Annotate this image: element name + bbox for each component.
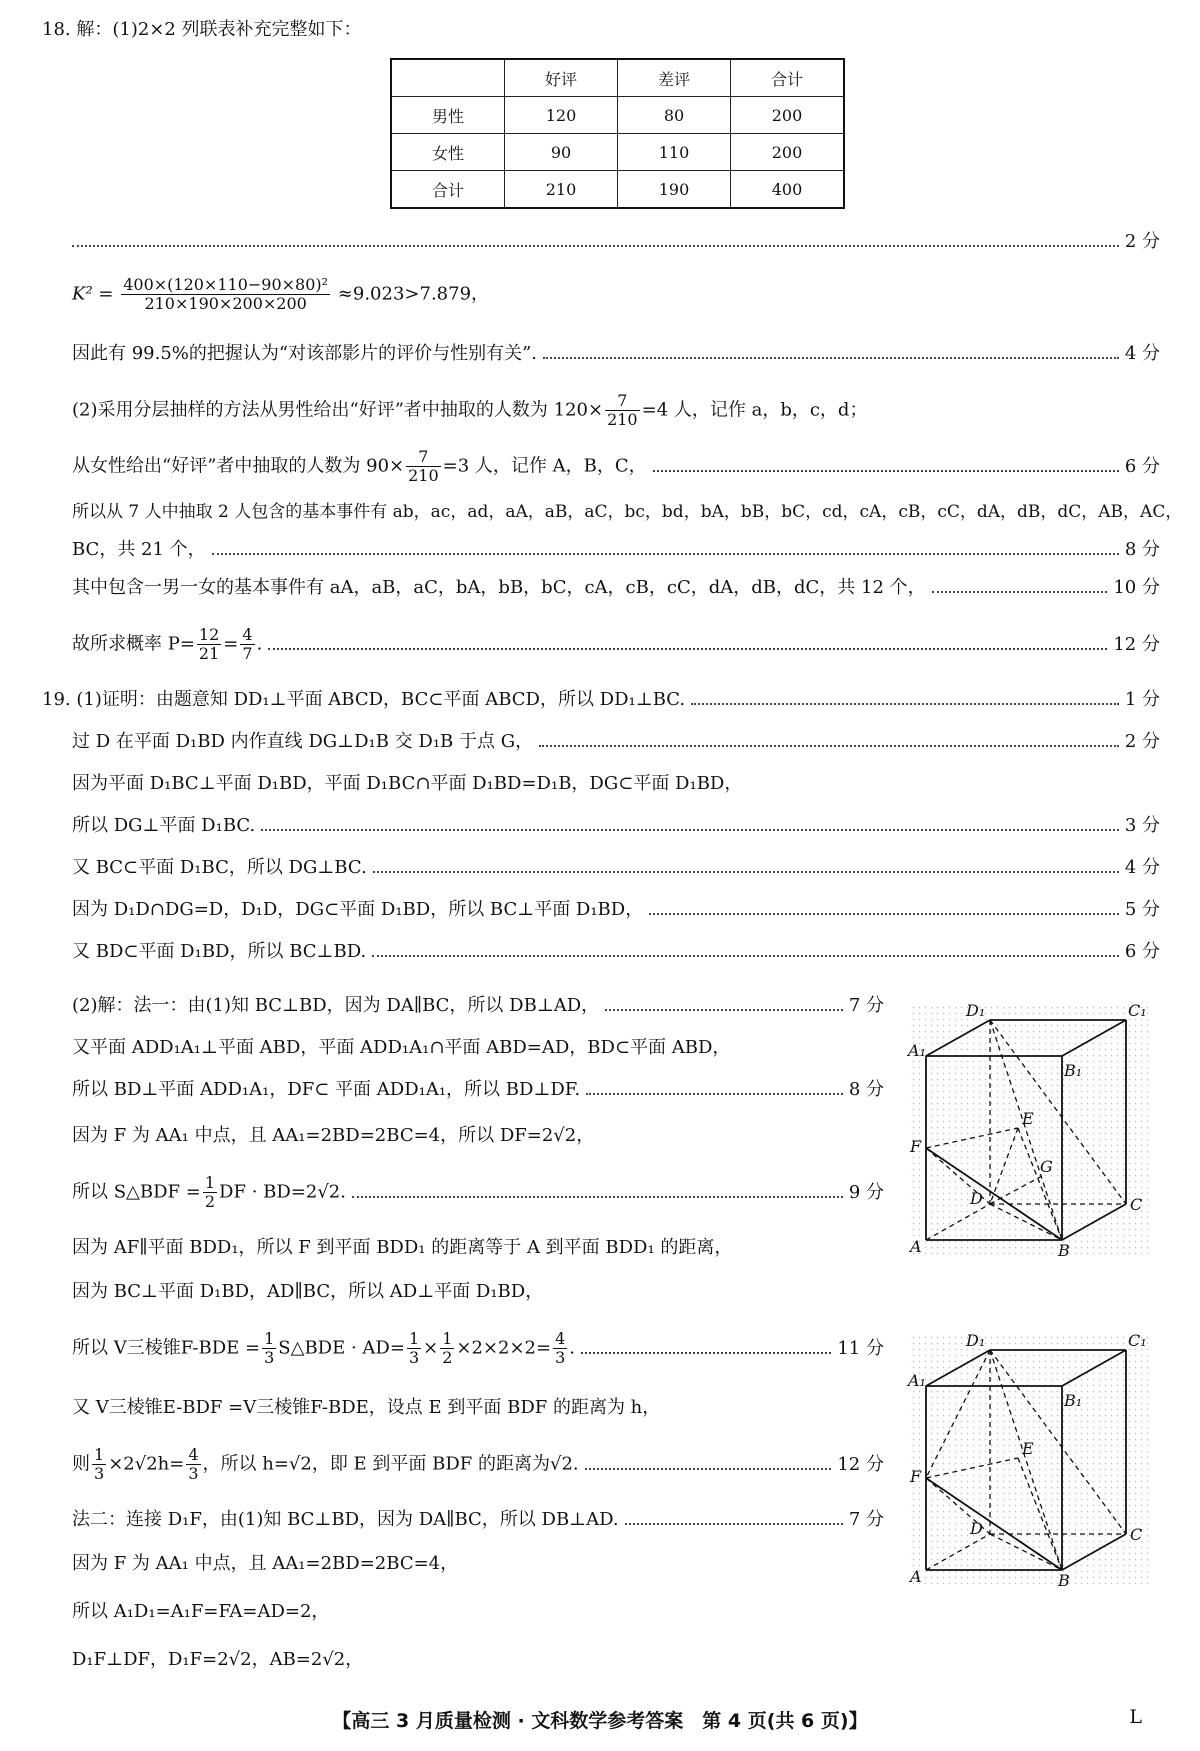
table-row	[391, 97, 844, 134]
numerator: 1	[94, 1445, 105, 1464]
line-text: 法二：连接 D₁F，由(1)知 BC⊥BD，因为 DA∥BC，所以 DB⊥AD.	[72, 1509, 619, 1530]
line-text: 所以 BD⊥平面 ADD₁A₁，DF⊂ 平面 ADD₁A₁，所以 BD⊥DF.	[72, 1079, 581, 1100]
table-cell: 400	[731, 171, 845, 209]
score: 7 分	[848, 1509, 884, 1530]
label-C: C	[1130, 1525, 1143, 1544]
label-D: D	[970, 1519, 983, 1538]
denominator: 3	[188, 1464, 199, 1483]
numerator: 7	[605, 392, 640, 411]
text-part: ×2×2×2=	[456, 1337, 552, 1359]
q19-line-15	[72, 1330, 884, 1367]
label-B1: B₁	[1064, 1391, 1083, 1410]
numerator: 4	[188, 1445, 199, 1464]
text-part: =3 人，记作 A，B，C，	[442, 455, 647, 477]
q19-line-12	[72, 1174, 884, 1211]
q19-line-13: 因为 AF∥平面 BDD₁，所以 F 到平面 BDD₁ 的距离等于 A 到平面 BDD₁ 的距离，	[72, 1237, 733, 1258]
score: 5 分	[1124, 899, 1160, 920]
text-part: 则	[72, 1453, 90, 1475]
fraction	[407, 1330, 421, 1367]
probability-line	[72, 626, 1160, 663]
label-C1: C₁	[1128, 1331, 1147, 1350]
fraction	[197, 626, 221, 663]
q19-line-21: D₁F⊥DF，D₁F=2√2，AB=2√2，	[72, 1649, 364, 1670]
label-E: E	[1022, 1439, 1034, 1458]
line-text	[72, 448, 647, 485]
numerator: 12	[198, 625, 220, 644]
denominator: 21	[198, 644, 220, 663]
numerator: 7	[406, 448, 441, 467]
fraction	[440, 1330, 454, 1367]
score: 10 分	[1113, 577, 1160, 598]
line-text: BC，共 21 个，	[72, 539, 206, 560]
conclusion-line	[72, 342, 1160, 366]
numerator: 1	[264, 1329, 275, 1348]
line-text: 所以 DG⊥平面 D₁BC.	[72, 815, 256, 836]
text-part: 从女性给出“好评”者中抽取的人数为 90×	[72, 455, 405, 477]
label-B1: B₁	[1064, 1061, 1083, 1080]
text-part: ，所以 h=√2，即 E 到平面 BDF 的距离为√2.	[202, 1453, 579, 1475]
fraction	[186, 1446, 200, 1483]
mixed-line	[72, 576, 1160, 600]
numerator: 4	[242, 625, 253, 644]
label-E: E	[1022, 1109, 1034, 1128]
q19-line-18	[72, 1508, 884, 1532]
denominator: 2	[442, 1348, 453, 1367]
label-B: B	[1058, 1241, 1070, 1258]
table-cell: 80	[618, 97, 731, 134]
score: 6 分	[1124, 941, 1160, 962]
label-C1: C₁	[1128, 1001, 1147, 1020]
table-score-line	[72, 230, 1160, 254]
q19-line-10	[72, 1078, 884, 1102]
text-part: DF · BD=2√2.	[219, 1181, 346, 1203]
table-row	[391, 134, 844, 171]
table-cell: 合计	[731, 59, 845, 97]
k2-fraction	[121, 276, 330, 313]
q19-line-20: 所以 A₁D₁=A₁F=FA=AD=2，	[72, 1601, 330, 1622]
label-A1: A₁	[908, 1041, 926, 1060]
text-part: 所以 S△BDF =	[72, 1181, 201, 1203]
table-cell: 好评	[505, 59, 618, 97]
denominator: 7	[242, 644, 253, 663]
table-cell: 差评	[618, 59, 731, 97]
denominator: 210	[607, 410, 638, 429]
label-B: B	[1058, 1571, 1070, 1588]
line-text: 因为 D₁D∩DG=D，D₁D，DG⊂平面 D₁BD，所以 BC⊥平面 D₁BD，	[72, 899, 644, 920]
k2-lhs: K² =	[72, 283, 114, 305]
label-A: A	[910, 1567, 922, 1586]
score: 1 分	[1124, 689, 1160, 710]
line-text: (2)采用分层抽样的方法从男性给出“好评”者中抽取的人数为 120×	[72, 399, 604, 421]
line-text: 过 D 在平面 D₁BD 内作直线 DG⊥D₁B 交 D₁B 于点 G，	[72, 731, 534, 752]
label-D1: D₁	[966, 1331, 986, 1350]
label-F: F	[910, 1137, 922, 1156]
label-G: G	[1040, 1157, 1053, 1176]
table-cell: 女性	[391, 134, 505, 171]
line-text: =4 人，记作 a，b，c，d；	[641, 399, 868, 421]
text-part: .	[256, 633, 263, 655]
numerator: 4	[555, 1329, 566, 1348]
score: 8 分	[1124, 539, 1160, 560]
q19-line-16: 又 V三棱锥E-BDF =V三棱锥F-BDE，设点 E 到平面 BDF 的距离为 h，	[72, 1397, 661, 1418]
text-part: 故所求概率 P=	[72, 633, 195, 655]
q19-line-9: 又平面 ADD₁A₁⊥平面 ABD，平面 ADD₁A₁∩平面 ABD=AD，BD⊂平面 ABD，	[72, 1037, 731, 1058]
numerator: 1	[408, 1329, 420, 1348]
prism-figure-1	[906, 1000, 1150, 1258]
table-cell: 190	[618, 171, 731, 209]
text-part: ×2√2h=	[108, 1453, 185, 1475]
female-line	[72, 448, 1160, 485]
q19-line-3: 因为平面 D₁BC⊥平面 D₁BD，平面 D₁BC∩平面 D₁BD=D₁B，DG⊂平面 D₁BD，	[72, 773, 743, 794]
text-part: .	[569, 1337, 576, 1359]
score: 7 分	[848, 995, 884, 1016]
line-text: 又 BD⊂平面 D₁BD，所以 BC⊥BD.	[72, 941, 367, 962]
score: 3 分	[1124, 815, 1160, 836]
fraction	[553, 1330, 567, 1367]
score: 2 分	[1124, 731, 1160, 752]
denominator: 2	[204, 1192, 216, 1211]
page-footer: 【高三 3 月质量检测 · 文科数学参考答案 第 4 页(共 6 页)】	[332, 1710, 868, 1732]
line-text: 19. (1)证明：由题意知 DD₁⊥平面 ABCD，BC⊂平面 ABCD，所以 DD₁⊥BC.	[42, 689, 686, 710]
score: 4 分	[1124, 857, 1160, 878]
score: 6 分	[1124, 455, 1160, 477]
line-text: 又 BC⊂平面 D₁BC，所以 DG⊥BC.	[72, 857, 367, 878]
label-A: A	[910, 1237, 922, 1256]
fraction	[92, 1446, 106, 1483]
table-cell: 合计	[391, 171, 505, 209]
q19-line-17	[72, 1446, 884, 1483]
q19-line-4	[72, 814, 1160, 838]
line-text: 其中包含一男一女的基本事件有 aA，aB，aC，bA，bB，bC，cA，cB，cC，dA，dB，dC，共 12 个，	[72, 577, 926, 598]
q19-line-19: 因为 F 为 AA₁ 中点，且 AA₁=2BD=2BC=4，	[72, 1553, 459, 1574]
denominator: 3	[408, 1348, 420, 1367]
table-header-row	[391, 59, 844, 97]
text-part: =	[223, 633, 239, 655]
part2-line	[72, 392, 867, 429]
table-cell: 200	[731, 134, 845, 171]
denominator: 3	[94, 1464, 105, 1483]
table-cell: 120	[505, 97, 618, 134]
table-cell: 90	[505, 134, 618, 171]
label-D1: D₁	[966, 1001, 986, 1020]
fraction	[406, 448, 441, 485]
table-cell	[391, 59, 505, 97]
k2-formula	[72, 276, 489, 313]
line-text: 因此有 99.5%的把握认为“对该部影片的评价与性别有关”.	[72, 343, 538, 364]
text-part: 所以 V三棱锥F-BDE =	[72, 1337, 261, 1359]
q18-header: 18. 解：(1)2×2 列联表补充完整如下：	[42, 19, 362, 40]
events-line-2	[72, 538, 1160, 562]
line-text	[72, 1174, 346, 1211]
q19-line-5	[72, 856, 1160, 880]
contingency-table	[390, 58, 845, 209]
label-A1: A₁	[908, 1371, 926, 1390]
score: 4 分	[1124, 343, 1160, 364]
table-row	[391, 171, 844, 209]
q19-line-11: 因为 F 为 AA₁ 中点，且 AA₁=2BD=2BC=4，所以 DF=2√2，	[72, 1125, 595, 1146]
fraction	[203, 1174, 217, 1211]
line-text	[72, 1330, 575, 1367]
q19-line-1	[42, 688, 1160, 712]
line-text: (2)解：法一：由(1)知 BC⊥BD，因为 DA∥BC，所以 DB⊥AD，	[72, 995, 600, 1016]
q19-line-2	[72, 730, 1160, 754]
q19-line-7	[72, 940, 1160, 964]
table-cell: 110	[618, 134, 731, 171]
score: 12 分	[837, 1453, 884, 1475]
score: 2 分	[1124, 231, 1160, 252]
fraction	[240, 626, 254, 663]
text-part: ×	[423, 1337, 439, 1359]
denominator: 3	[555, 1348, 566, 1367]
fraction	[605, 392, 640, 429]
denominator: 210	[408, 466, 439, 485]
line-text	[72, 1446, 579, 1483]
score: 9 分	[848, 1181, 884, 1203]
numerator: 1	[442, 1329, 453, 1348]
label-D: D	[970, 1189, 983, 1208]
table-cell: 200	[731, 97, 845, 134]
k2-numerator: 400×(120×110−90×80)²	[123, 275, 329, 294]
prism-figure-2	[906, 1330, 1150, 1588]
q19-line-8	[72, 994, 884, 1018]
label-C: C	[1130, 1195, 1143, 1214]
score: 11 分	[837, 1337, 884, 1359]
denominator: 3	[264, 1348, 275, 1367]
q19-line-6	[72, 898, 1160, 922]
footer-mark: L	[1129, 1706, 1142, 1728]
text-part: S△BDE · AD=	[278, 1337, 405, 1359]
numerator: 1	[204, 1173, 216, 1192]
q19-line-14: 因为 BC⊥平面 D₁BD，AD∥BC，所以 AD⊥平面 D₁BD，	[72, 1281, 544, 1302]
k2-denominator: 210×190×200×200	[144, 294, 307, 313]
k2-rhs: ≈9.023>7.879，	[337, 283, 490, 305]
table-cell: 男性	[391, 97, 505, 134]
score: 12 分	[1113, 633, 1160, 655]
fraction	[262, 1330, 276, 1367]
score: 8 分	[848, 1079, 884, 1100]
line-text	[72, 626, 262, 663]
events-line-1: 所以从 7 人中抽取 2 人包含的基本事件有 ab，ac，ad，aA，aB，aC，bc，bd，bA，bB，bC，cd，cA，cB，cC，dA，dB，dC，AB，AC，	[72, 502, 1183, 522]
label-F: F	[910, 1467, 922, 1486]
table-cell: 210	[505, 171, 618, 209]
